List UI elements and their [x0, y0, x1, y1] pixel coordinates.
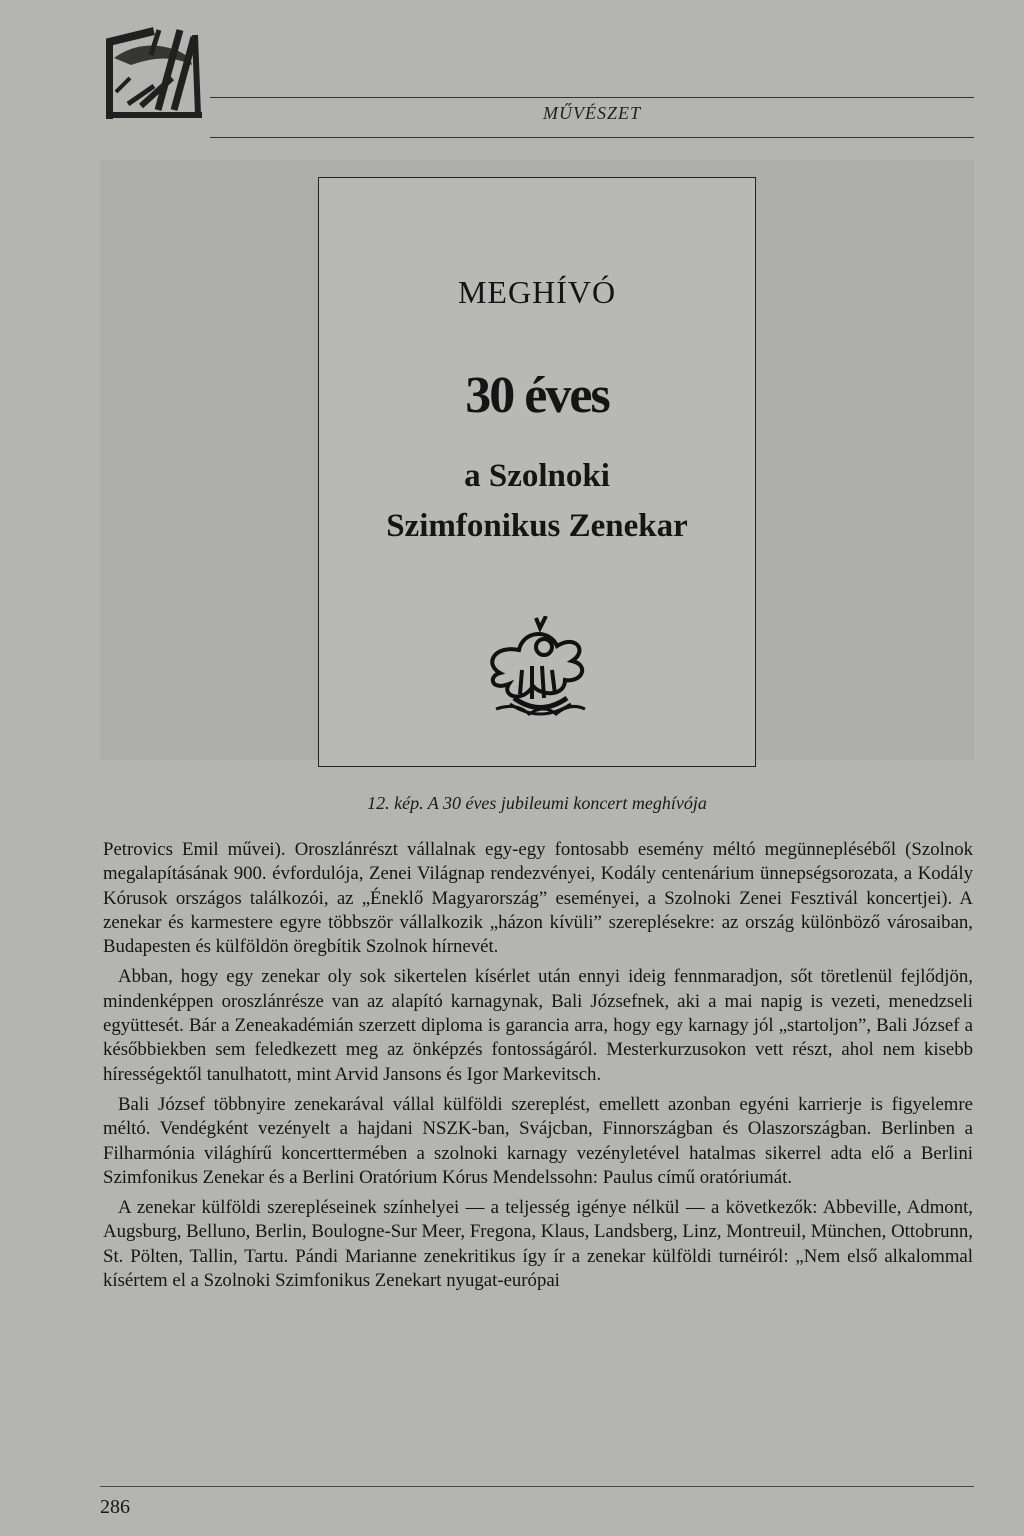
- invitation-card: [318, 177, 756, 767]
- article-body: [103, 838, 973, 1299]
- page-number: 286: [100, 1496, 130, 1518]
- body-paragraph: Abban, hogy egy zenekar oly sok sikertelen kísérlet után ennyi ideig fennmaradjon, sőt töretlenül fejlődjön, mindenképpen oroszlánrésze van az alapító karnagynak, Bali Józsefnek, aki a mai napig is vezeti, menedzseli együttesét. Bár a Zeneakadémián szerzett diploma is garancia arra, hogy egy karnagy jól „startoljon”, Bali József a későbbiekben sem feledkezett meg az önképzés fontosságáról. Mesterkurzusokon vett részt, ahol nem kisebb hírességektől tanulhatott, mint Arvid Jansons és Igor Markevitsch.: [103, 966, 973, 1085]
- invitation-subtitle-line-2: Szimfonikus Zenekar: [386, 508, 688, 544]
- footer-rule: [100, 1486, 974, 1487]
- body-paragraph: A zenekar külföldi szerepléseinek színhelyei — a teljesség igénye nélkül — a következők: Abbeville, Admont, Augsburg, Belluno, Berlin, Boulogne-Sur Meer, Fregona, Klaus, Landsberg, Linz, Montreuil, München, Ottobrunn, St. Pölten, Tallin, Tartu. Pándi Marianne zenekritikus így ír a zenekar külföldi turnéiról: „Nem első alkalommal kísértem el a Szolnoki Szimfonikus Zenekart nyugat-európai: [103, 1197, 973, 1292]
- invitation-title: MEGHÍVÓ: [457, 274, 617, 310]
- orchestra-emblem-icon: [474, 616, 604, 726]
- invitation-years: 30 éves: [465, 367, 609, 424]
- section-title: MŰVÉSZET: [543, 103, 641, 123]
- header-bottom-rule: [210, 137, 974, 138]
- figure-caption: 12. kép. A 30 éves jubileumi koncert meghívója: [367, 793, 707, 813]
- section-logo-icon: [106, 20, 208, 122]
- body-paragraph: Bali József többnyire zenekarával vállal külföldi szereplést, emellett azonban egyéni karrierje is figyelemre méltó. Vendégként vezényelt a hajdani NSZK-ban, Svájcban, Finnországban és Olaszországban. Berlinben a Filharmónia világhírű koncerttermében a szolnoki karnagy vezényletével hatalmas sikerrel adta elő a Berlini Szimfonikus Zenekar és a Berlini Oratórium Kórus Mendelssohn: Paulus című oratóriumát.: [103, 1093, 973, 1188]
- header-top-rule: [210, 97, 974, 98]
- invitation-subtitle-line-1: a Szolnoki: [464, 458, 610, 494]
- body-paragraph: Petrovics Emil művei). Oroszlánrészt vállalnak egy-egy fontosabb esemény méltó megünnepléséből (Szolnok megalapításának 900. évfordulója, Zenei Világnap rendezvényei, Kodály centenárium ünnepségsorozata, a Kodály Kórusok országos találkozói, az „Éneklő Magyarország” eseményei, a Szolnoki Zenei Fesztivál koncertjei). A zenekar és karmestere egyre többször vállalkozik „házon kívüli” szereplésekre: az ország különböző városaiban, Budapesten és külföldön öregbítik Szolnok hírnevét.: [103, 839, 973, 958]
